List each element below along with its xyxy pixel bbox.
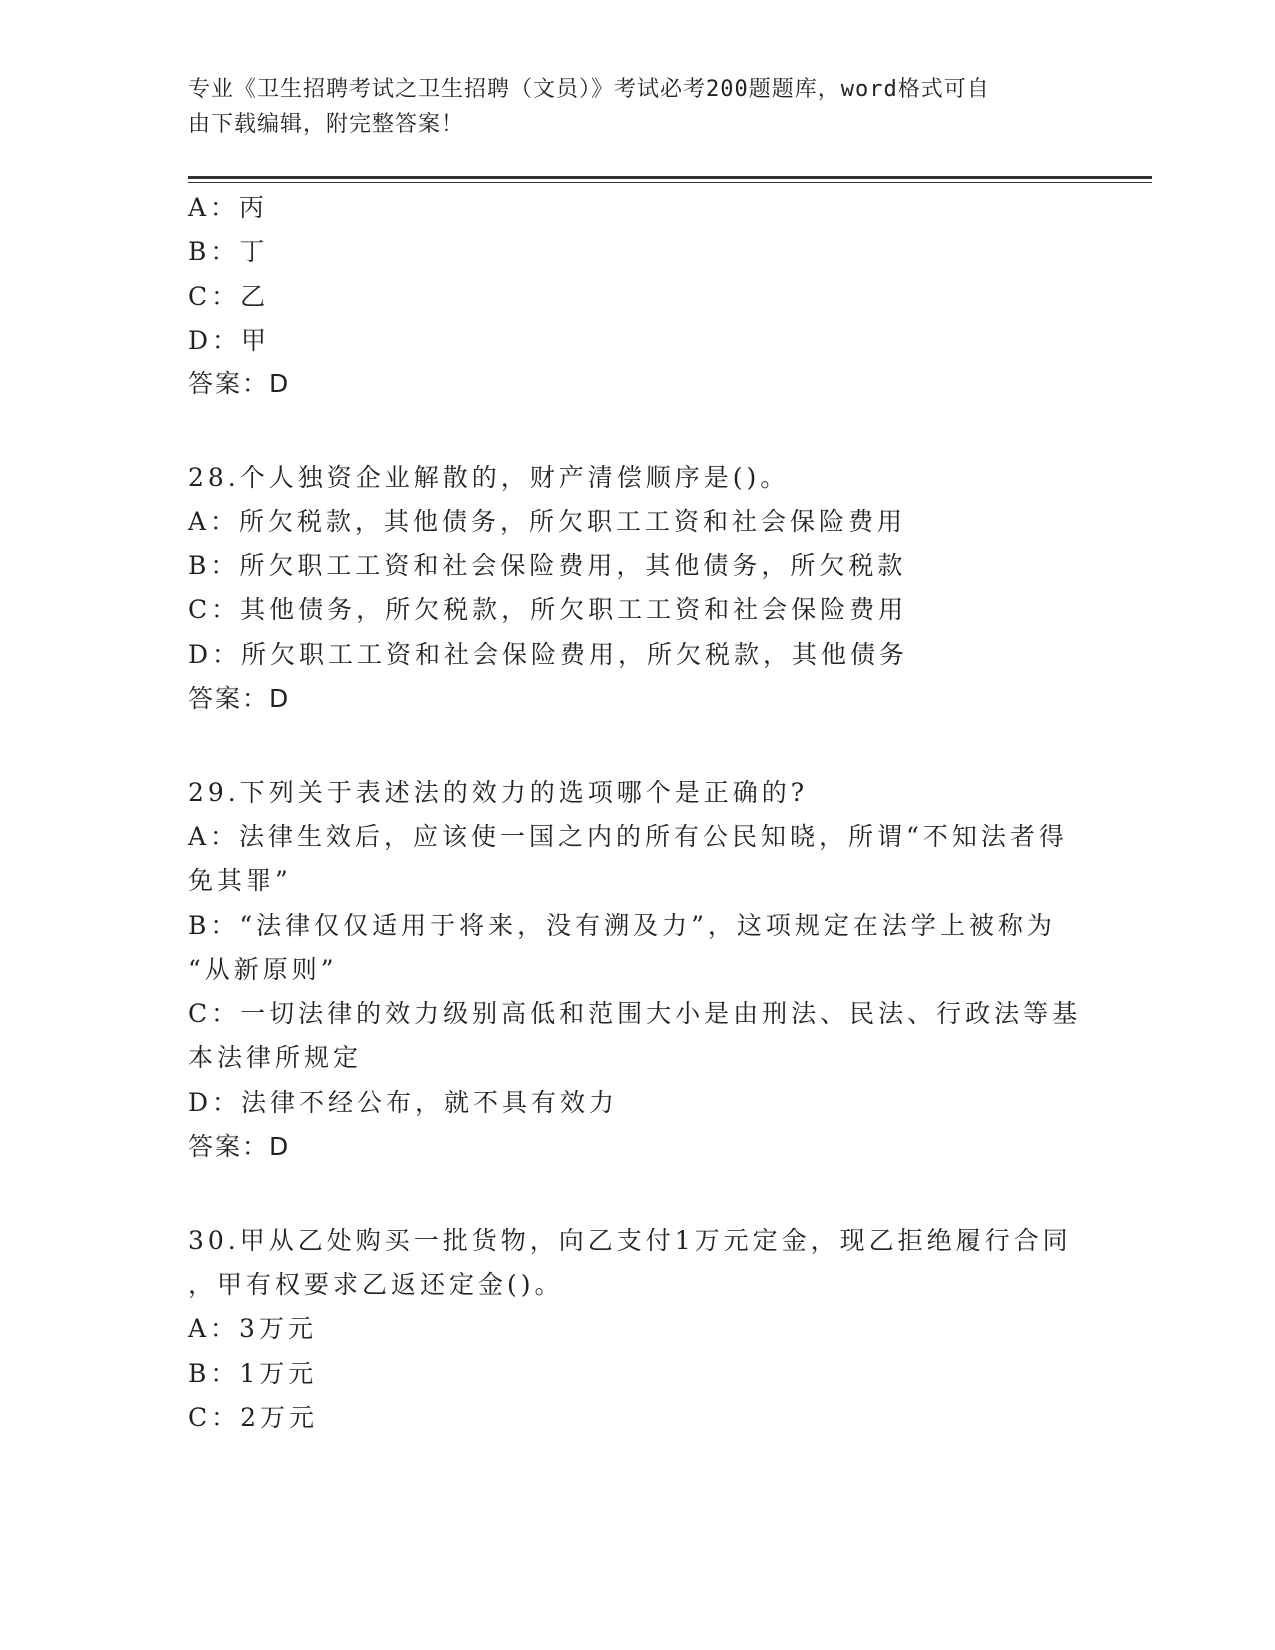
q30-stem-line1: 30.甲从乙处购买一批货物，向乙支付1万元定金，现乙拒绝履行合同 <box>188 1226 1072 1255</box>
q28-option-a: A：所欠税款，其他债务，所欠职工工资和社会保险费用 <box>188 507 907 536</box>
header-divider-thin <box>188 182 1152 183</box>
header-line-2: 由下载编辑，附完整答案！ <box>188 112 465 137</box>
q30-stem-line2: ，甲有权要求乙返还定金()。 <box>188 1270 564 1299</box>
header-line-1: 专业《卫生招聘考试之卫生招聘（文员）》考试必考200题题库，word格式可自 <box>188 77 990 102</box>
prev-option-d: D：甲 <box>188 326 271 355</box>
q30-option-a: A：3万元 <box>188 1314 317 1343</box>
q30-option-c: C：2万元 <box>188 1403 319 1432</box>
prev-answer: 答案：D <box>188 369 291 398</box>
q28-stem: 28.个人独资企业解散的，财产清偿顺序是()。 <box>188 463 790 492</box>
q29-option-d: D：法律不经公布，就不具有效力 <box>188 1088 619 1117</box>
q30-option-b: B：1万元 <box>188 1359 318 1388</box>
q29-stem: 29.下列关于表述法的效力的选项哪个是正确的? <box>188 778 809 807</box>
prev-option-a: A：丙 <box>188 193 269 222</box>
q28-option-d: D：所欠职工工资和社会保险费用，所欠税款，其他债务 <box>188 640 909 669</box>
q29-option-c-line2: 本法律所规定 <box>188 1043 363 1072</box>
q28-option-b: B：所欠职工工资和社会保险费用，其他债务，所欠税款 <box>188 551 907 580</box>
q29-option-c-line1: C：一切法律的效力级别高低和范围大小是由刑法、民法、行政法等基 <box>188 999 1082 1028</box>
prev-option-b: B：丁 <box>188 237 269 266</box>
q29-option-a-line1: A：法律生效后，应该使一国之内的所有公民知晓，所谓“不知法者得 <box>188 822 1068 851</box>
q28-answer: 答案：D <box>188 684 291 713</box>
header-divider-thick <box>188 176 1152 179</box>
q28-option-c: C：其他债务，所欠税款，所欠职工工资和社会保险费用 <box>188 595 908 624</box>
q29-option-b-line1: B：“法律仅仅适用于将来，没有溯及力”，这项规定在法学上被称为 <box>188 911 1056 940</box>
prev-option-c: C：乙 <box>188 282 270 311</box>
q29-answer: 答案：D <box>188 1132 291 1161</box>
q29-option-a-line2: 免其罪” <box>188 866 292 895</box>
document-header <box>188 72 1068 142</box>
q29-option-b-line2: “从新原则” <box>188 955 338 984</box>
